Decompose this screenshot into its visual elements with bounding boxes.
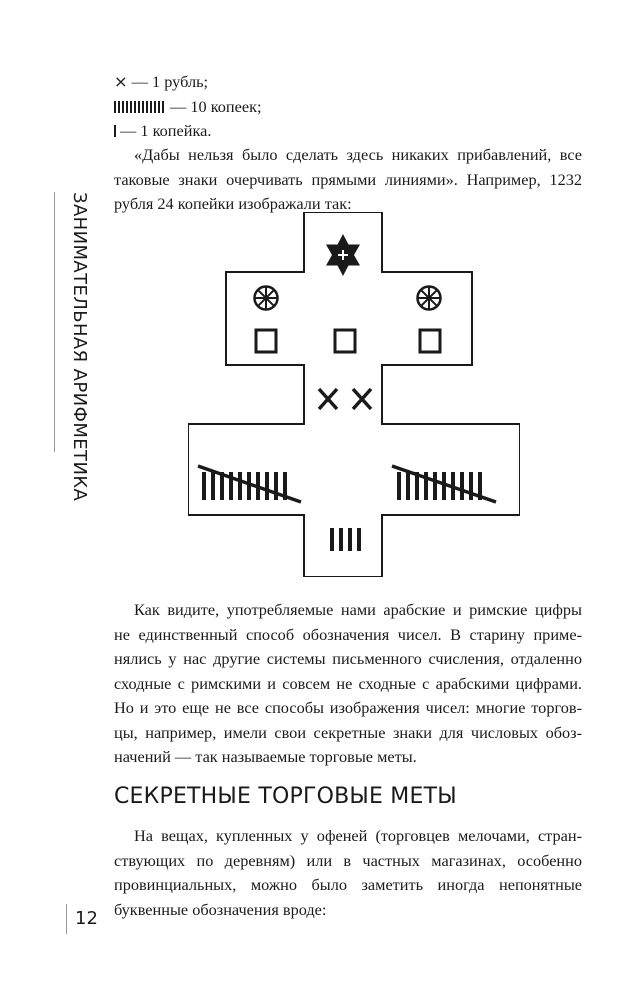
section-heading: СЕКРЕТНЫЕ ТОРГОВЫЕ МЕТЫ bbox=[114, 784, 457, 810]
text-line: буквенные обозначения вроде: bbox=[114, 899, 327, 919]
paragraph-numeral-systems bbox=[114, 598, 582, 770]
wheel-right-glyph bbox=[418, 287, 441, 310]
text-line: рубля 24 копейки изображали так: bbox=[114, 194, 352, 213]
legend-row-ruble bbox=[114, 70, 582, 95]
square-glyph bbox=[335, 330, 355, 352]
paragraph-intro bbox=[114, 143, 582, 217]
text-line: нялись у нас другие системы письменного счисления, отдаленно bbox=[114, 649, 582, 668]
page-number: 12 bbox=[75, 908, 98, 929]
kopeck-bars-glyph bbox=[332, 528, 359, 551]
text-line: цы, например, имели свои секретные знаки для числовых обоз- bbox=[114, 722, 582, 742]
text-line: таковые знаки очерчивать прямыми линиями». Например, 1232 bbox=[114, 169, 582, 189]
cross-glyph: × bbox=[114, 72, 128, 91]
legend-row-kopeck bbox=[114, 119, 582, 144]
text-line: начений — так называемые торговые меты. bbox=[114, 747, 417, 766]
legend bbox=[114, 70, 582, 144]
paragraph-trade-marks bbox=[114, 824, 582, 922]
legend-text: — 10 копеек; bbox=[170, 96, 262, 116]
cross-ruble-glyph bbox=[353, 389, 371, 409]
text-line: не единственный способ обозначения чисел. В старину приме- bbox=[114, 624, 582, 644]
cross-shaped-frame bbox=[188, 212, 520, 577]
text-line: «Дабы нельзя было сделать здесь никаких прибавлений, все bbox=[134, 145, 582, 164]
legend-row-ten-kopecks bbox=[114, 95, 582, 120]
secret-numeral-diagram bbox=[188, 212, 520, 577]
page-number-box bbox=[66, 904, 98, 934]
cross-ruble-glyph bbox=[319, 389, 337, 409]
text-line: сходные с римскими и совсем не сходные с арабскими цифрами. bbox=[114, 673, 582, 693]
ten-bars-glyph bbox=[114, 101, 166, 113]
wheel-left-glyph bbox=[255, 287, 278, 310]
legend-text: — 1 копейка. bbox=[120, 121, 212, 140]
running-title: ЗАНИМАТЕЛЬНАЯ АРИФМЕТИКА bbox=[54, 192, 90, 452]
ten-kopeck-bars-right-glyph bbox=[392, 466, 496, 502]
legend-text: — 1 рубль; bbox=[131, 72, 209, 91]
text-line: Но и это еще не все способы изображения чисел: многие торгов- bbox=[114, 698, 582, 717]
star-of-thousand-glyph bbox=[326, 234, 360, 276]
text-line: Как видите, употребляемые нами арабские и римские цифры bbox=[134, 600, 582, 619]
square-glyph bbox=[420, 330, 440, 352]
square-glyph bbox=[256, 330, 276, 352]
text-line: ствующих по деревням) или в частных магазинах, особенно bbox=[114, 850, 582, 870]
text-line: провинциальных, можно было заметить иногда непонятные bbox=[114, 875, 582, 894]
bar-glyph bbox=[114, 125, 116, 137]
ten-kopeck-bars-left-glyph bbox=[198, 466, 301, 502]
text-line: На вещах, купленных у офеней (торговцев мелочами, стран- bbox=[134, 826, 582, 845]
